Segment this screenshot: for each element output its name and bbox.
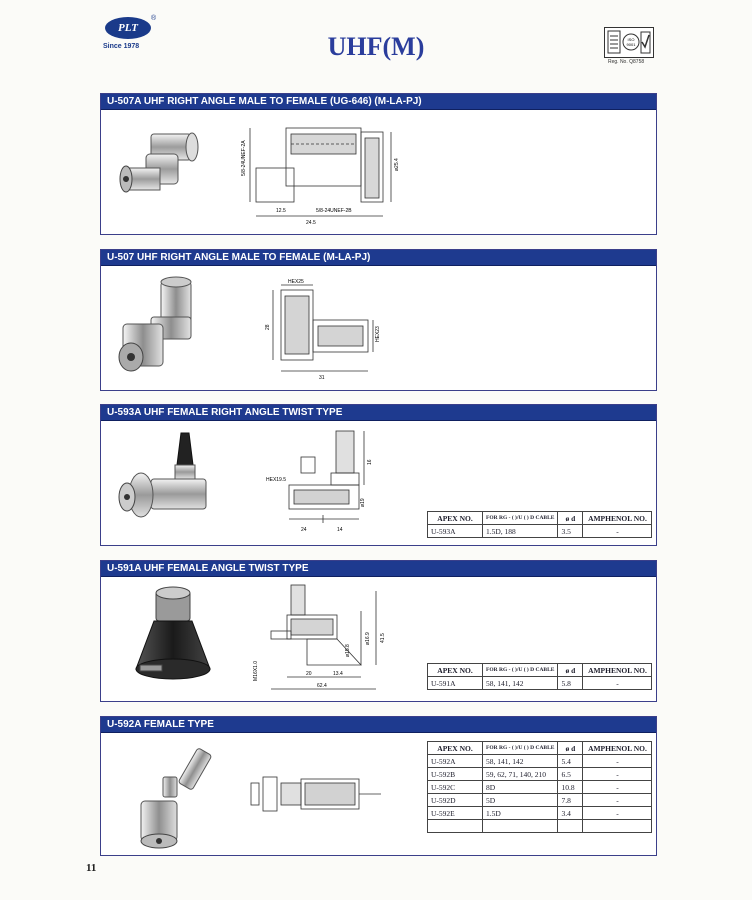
table-header-row [428, 512, 652, 525]
column-header: APEX NO. [428, 664, 483, 677]
dim-label: 20 [306, 671, 312, 677]
u592a-technical-drawing [241, 769, 391, 819]
table-cell [558, 820, 583, 833]
page-title: UHF(M) [327, 32, 425, 61]
column-header: AMPHENOL NO. [583, 742, 652, 755]
logo-brand: PLT [105, 17, 151, 39]
section-title: U-592A FEMALE TYPE [101, 717, 656, 733]
u507a-technical-drawing [236, 116, 476, 228]
table-row [428, 807, 652, 820]
table-header-row [428, 742, 652, 755]
table-cell: 59, 62, 71, 140, 210 [483, 768, 558, 781]
registered-mark: ® [151, 15, 157, 22]
table-row [428, 794, 652, 807]
dim-label: ø19 [360, 498, 366, 507]
table-cell: 3.5 [558, 525, 583, 538]
dim-label: ø25.4 [394, 158, 400, 171]
column-header: ø d [558, 742, 583, 755]
u593a-connector-photo [111, 425, 221, 541]
svg-text:9001: 9001 [626, 42, 636, 47]
table-cell: - [583, 755, 652, 768]
dim-label: 16 [367, 459, 373, 465]
section-title: U-507A UHF RIGHT ANGLE MALE TO FEMALE (UG-646) (M-LA-PJ) [101, 94, 656, 110]
u592a-spec-table [427, 741, 652, 833]
column-header: FOR RG - ( )/U ( ) D CABLE [483, 512, 558, 525]
table-cell: 5.4 [558, 755, 583, 768]
u507-connector-photo [111, 272, 216, 384]
section-u593a [100, 404, 657, 546]
table-cell: 1.5D, 188 [483, 525, 558, 538]
table-cell: U-593A [428, 525, 483, 538]
u591a-spec-table [427, 663, 652, 690]
table-cell: 5.8 [558, 677, 583, 690]
cert-reg-no: Reg. No. Q8758 [608, 59, 645, 65]
table-row [428, 781, 652, 794]
table-cell: 1.5D [483, 807, 558, 820]
dim-label: ø15.8 [345, 644, 351, 657]
page-number: 11 [86, 862, 97, 874]
dim-label: M16X1.0 [253, 660, 259, 681]
table-row [428, 525, 652, 538]
column-header: ø d [558, 664, 583, 677]
dim-label: ø16.9 [365, 632, 371, 645]
section-u507a [100, 93, 657, 235]
u507a-connector-photo [106, 116, 216, 226]
table-cell: U-592A [428, 755, 483, 768]
dim-label: 31 [319, 375, 325, 381]
dim-label: 24.5 [306, 220, 316, 226]
table-cell [428, 820, 483, 833]
section-title: U-593A UHF FEMALE RIGHT ANGLE TWIST TYPE [101, 405, 656, 421]
table-row [428, 677, 652, 690]
table-cell: 8D [483, 781, 558, 794]
dim-label: 12.5 [276, 208, 286, 214]
table-cell: U-591A [428, 677, 483, 690]
table-cell: U-592C [428, 781, 483, 794]
table-cell: U-592D [428, 794, 483, 807]
table-cell: 5D [483, 794, 558, 807]
cert-icon [604, 27, 654, 58]
column-header: AMPHENOL NO. [583, 512, 652, 525]
dim-label: 13.4 [333, 671, 343, 677]
column-header: ø d [558, 512, 583, 525]
logo-since: Since 1978 [103, 43, 140, 50]
u593a-technical-drawing [261, 427, 381, 539]
column-header: FOR RG - ( )/U ( ) D CABLE [483, 742, 558, 755]
table-row [428, 755, 652, 768]
dim-label: 41.5 [380, 633, 386, 643]
column-header: APEX NO. [428, 512, 483, 525]
dim-label: HEX23 [375, 326, 381, 342]
table-cell: - [583, 677, 652, 690]
table-cell: - [583, 781, 652, 794]
dim-label: HEX19.5 [266, 477, 287, 483]
dim-label: 5/8-24UNEF-2B [316, 208, 352, 214]
iso-certification-badge [604, 27, 654, 65]
section-title: U-591A UHF FEMALE ANGLE TWIST TYPE [101, 561, 656, 577]
column-header: FOR RG - ( )/U ( ) D CABLE [483, 664, 558, 677]
table-header-row [428, 664, 652, 677]
column-header: AMPHENOL NO. [583, 664, 652, 677]
dim-label: 5/8-24UNEF-2A [241, 140, 247, 176]
table-cell: 10.8 [558, 781, 583, 794]
dim-label: 24 [301, 527, 307, 533]
table-cell: - [583, 794, 652, 807]
section-u507 [100, 249, 657, 391]
table-cell: 6.5 [558, 768, 583, 781]
table-cell: 58, 141, 142 [483, 755, 558, 768]
dim-label: HEX25 [288, 279, 304, 285]
section-title: U-507 UHF RIGHT ANGLE MALE TO FEMALE (M-LA-PJ) [101, 250, 656, 266]
table-cell [483, 820, 558, 833]
section-u591a [100, 560, 657, 702]
u593a-spec-table [427, 511, 652, 538]
table-cell: 58, 141, 142 [483, 677, 558, 690]
column-header: APEX NO. [428, 742, 483, 755]
table-cell: - [583, 768, 652, 781]
iso-text: ISO [627, 37, 635, 42]
table-cell [583, 820, 652, 833]
table-row [428, 768, 652, 781]
table-cell: 7.8 [558, 794, 583, 807]
dim-label: 28 [265, 324, 271, 330]
u592a-connector-photo [121, 739, 231, 851]
table-cell: 3.4 [558, 807, 583, 820]
dim-label: 62.4 [317, 683, 327, 689]
table-cell: U-592E [428, 807, 483, 820]
u591a-technical-drawing [251, 581, 391, 697]
u507-technical-drawing [261, 276, 401, 381]
table-row [428, 820, 652, 833]
section-u592a [100, 716, 657, 856]
table-cell: - [583, 525, 652, 538]
table-cell: - [583, 807, 652, 820]
table-cell: U-592B [428, 768, 483, 781]
u591a-connector-photo [126, 583, 226, 695]
dim-label: 14 [337, 527, 343, 533]
